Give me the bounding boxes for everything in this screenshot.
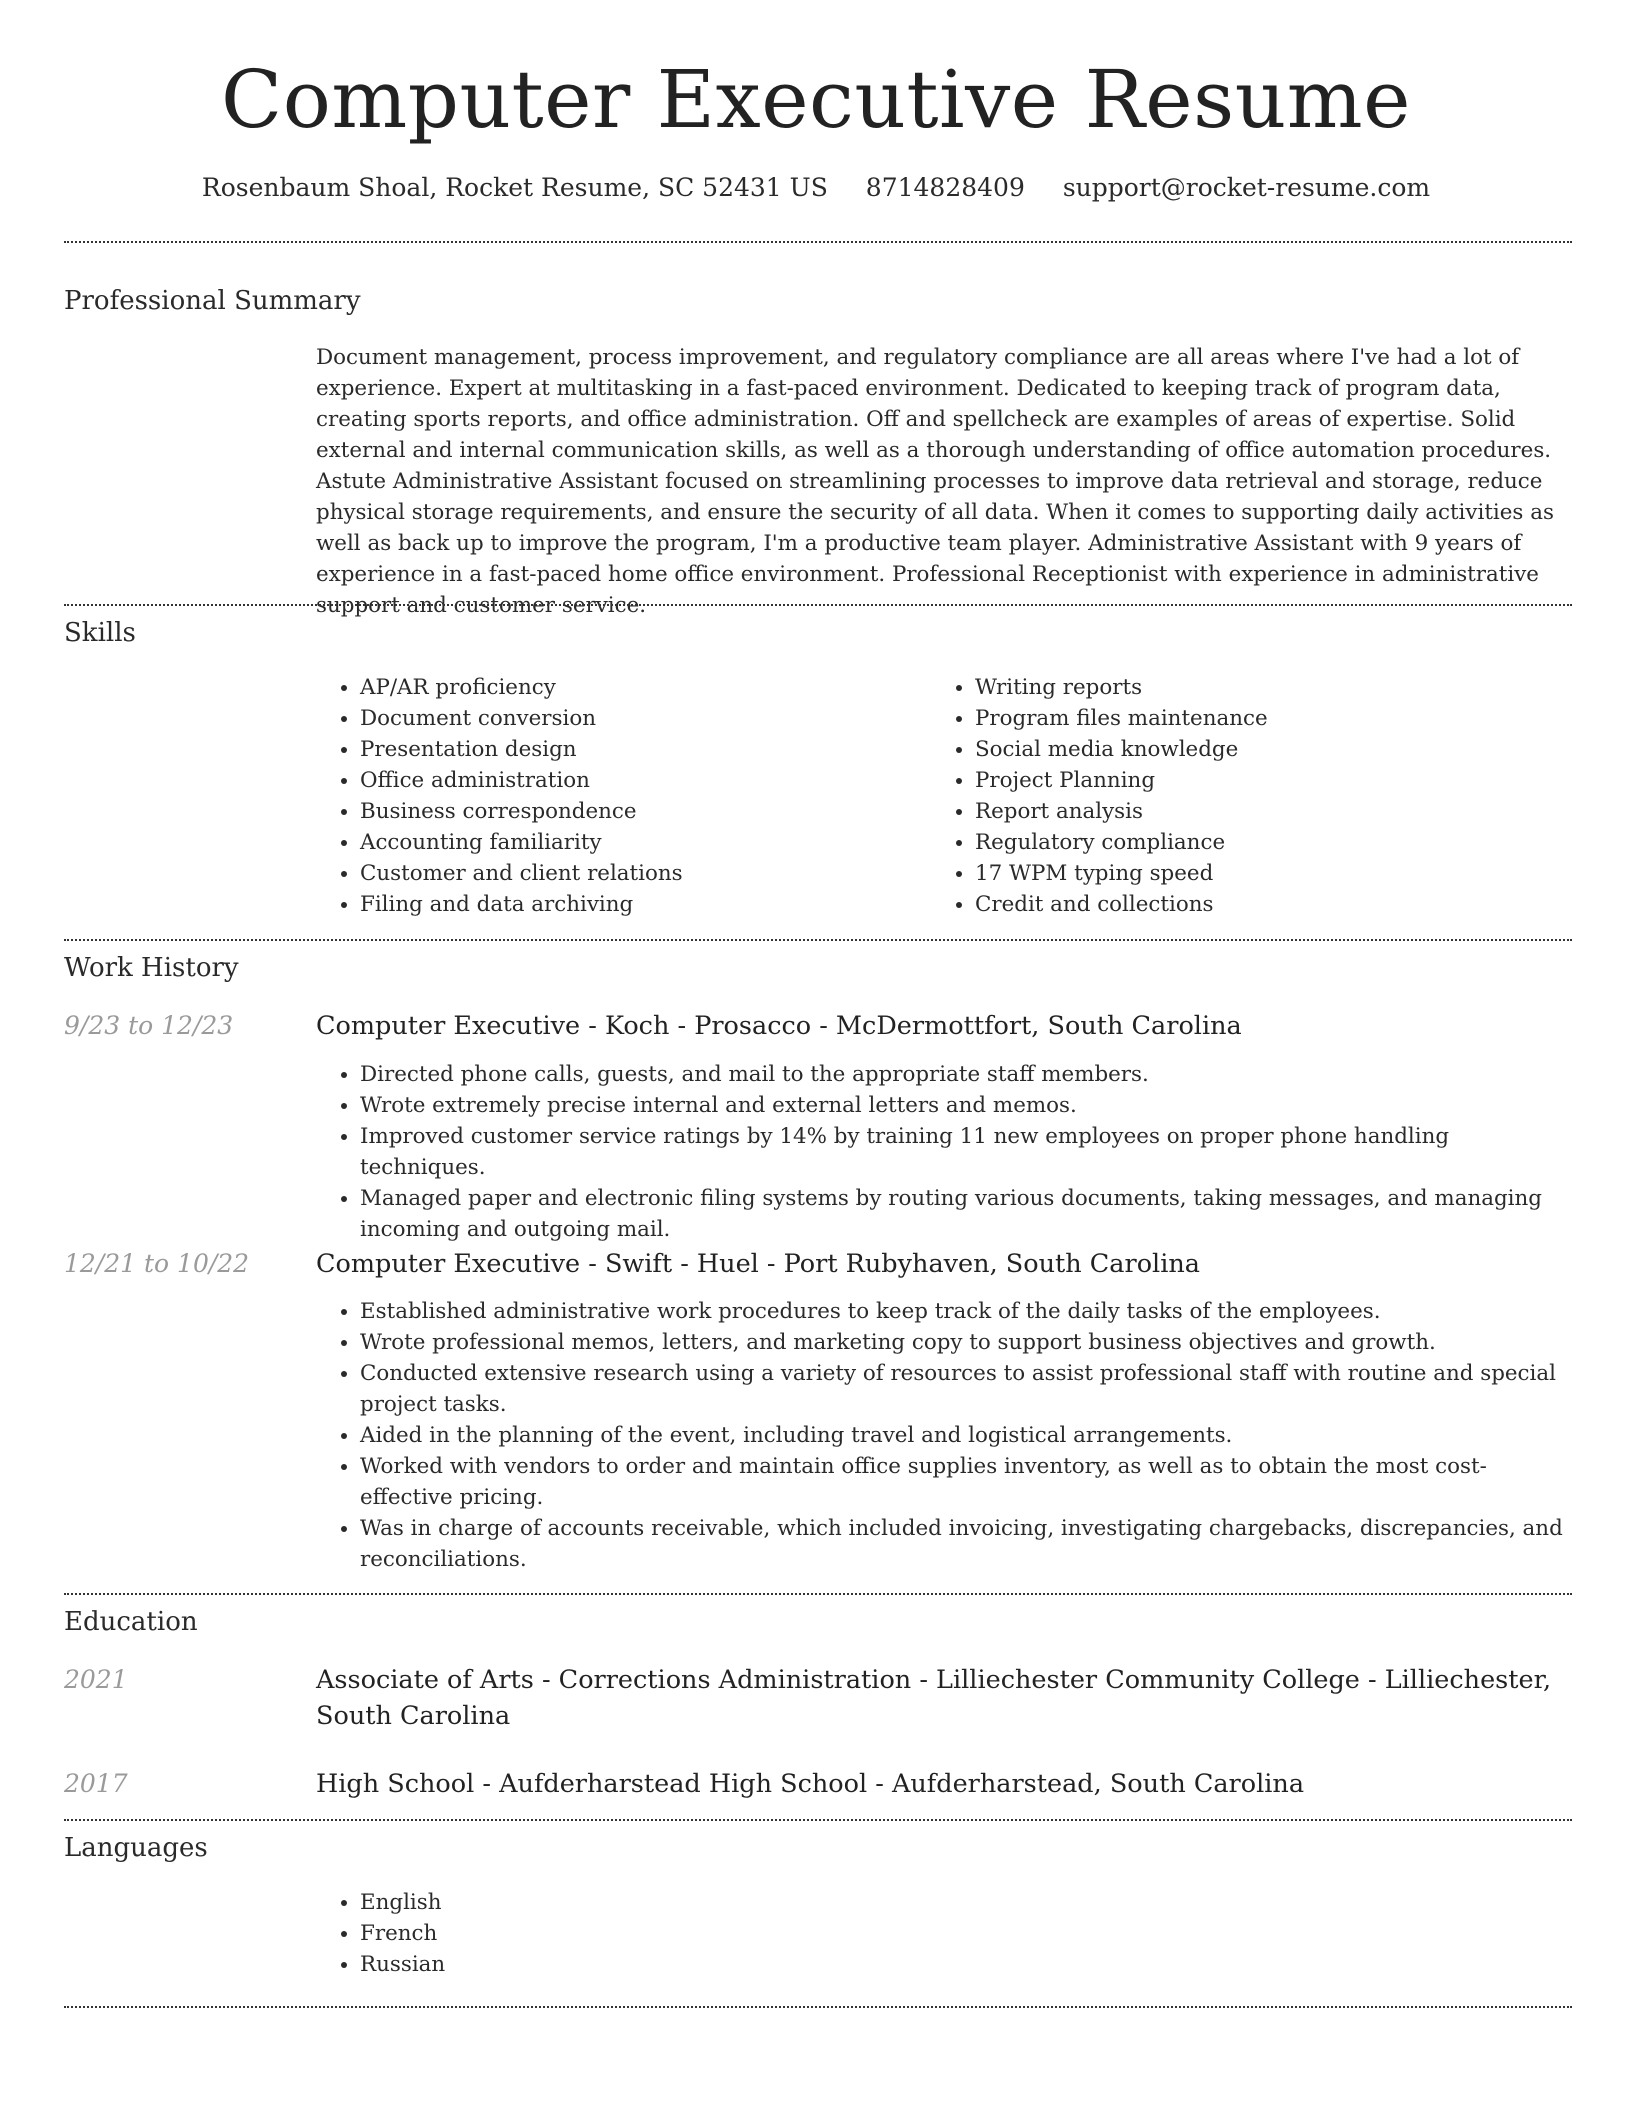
job-bullet: • Aided in the planning of the event, including travel and logistical arrangements. bbox=[360, 1420, 1576, 1451]
skill-item: • Regulatory compliance bbox=[975, 827, 1491, 858]
skill-item: • Social media knowledge bbox=[975, 734, 1491, 765]
skill-item: • Business correspondence bbox=[360, 796, 876, 827]
skill-item: • Accounting familiarity bbox=[360, 827, 876, 858]
skill-item: • Document conversion bbox=[360, 703, 876, 734]
skill-item: • AP/AR proficiency bbox=[360, 672, 876, 703]
education-details: - Lilliechester Community College - Lilliechester, South Carolina bbox=[316, 1665, 1552, 1731]
job-bullets bbox=[316, 1059, 1576, 1245]
section-divider bbox=[64, 939, 1572, 941]
job-bullet: • Established administrative work procedures to keep track of the daily tasks of the employees. bbox=[360, 1296, 1576, 1327]
page-title: Computer Executive Resume bbox=[221, 53, 1411, 146]
section-divider bbox=[64, 241, 1572, 243]
job-bullet: • Wrote extremely precise internal and external letters and memos. bbox=[360, 1090, 1576, 1121]
skill-item: • Filing and data archiving bbox=[360, 889, 876, 920]
language-item: • French bbox=[360, 1918, 1576, 1949]
education-entry bbox=[316, 1662, 1576, 1734]
section-divider bbox=[64, 2006, 1572, 2008]
education-degree: Associate of Arts - Corrections Administration bbox=[316, 1665, 912, 1695]
skill-item: • Writing reports bbox=[975, 672, 1491, 703]
contact-address: Rosenbaum Shoal, Rocket Resume, SC 52431 US bbox=[201, 173, 828, 202]
education-entry bbox=[316, 1766, 1576, 1802]
education-heading: Education bbox=[64, 1607, 198, 1637]
contact-email: support@rocket-resume.com bbox=[1062, 173, 1431, 202]
job-details: - Swift - Huel - Port Rubyhaven, South Carolina bbox=[580, 1249, 1200, 1279]
job-bullet: • Directed phone calls, guests, and mail to the appropriate staff members. bbox=[360, 1059, 1576, 1090]
job-details: - Koch - Prosacco - McDermottfort, South Carolina bbox=[580, 1011, 1242, 1041]
section-divider bbox=[64, 1819, 1572, 1821]
section-divider bbox=[64, 604, 1572, 606]
job-title: Computer Executive bbox=[316, 1011, 581, 1041]
education-degree: High School bbox=[316, 1769, 475, 1799]
job-bullets bbox=[316, 1296, 1576, 1575]
job-bullet: • Wrote professional memos, letters, and marketing copy to support business objectives and growth. bbox=[360, 1327, 1576, 1358]
education-details: - Aufderharstead High School - Aufderharstead, South Carolina bbox=[474, 1769, 1305, 1799]
job-bullet: • Managed paper and electronic filing systems by routing various documents, taking messages, and managing incoming and outgoing mail. bbox=[360, 1183, 1576, 1245]
skill-item: • Project Planning bbox=[975, 765, 1491, 796]
contact-phone: 8714828409 bbox=[865, 173, 1025, 202]
job-title: Computer Executive bbox=[316, 1249, 581, 1279]
job-bullet: • Improved customer service ratings by 14% by training 11 new employees on proper phone handling techniques. bbox=[360, 1121, 1576, 1183]
summary-text: Document management, process improvement, and regulatory compliance are all areas where I've had a lot of experience. Expert at multitasking in a fast-paced environment. Dedicated to keeping track of program data, creating sports reports, and office administration. Off and spellcheck are examples of areas of expertise. Solid external and internal communication skills, as well as a thorough understanding of office automation procedures. Astute Administrative Assistant focused on streamlining processes to improve data retrieval and storage, reduce physical storage requirements, and ensure the security of all data. When it comes to supporting daily activities as well as back up to improve the program, I'm a productive team player. Administrative Assistant with 9 years of experience in a fast-paced home office environment. Professional Receptionist with experience in administrative support and customer service. bbox=[316, 345, 1554, 618]
languages-heading: Languages bbox=[64, 1833, 208, 1863]
job-title-line bbox=[316, 1246, 1576, 1282]
skill-item: • Report analysis bbox=[975, 796, 1491, 827]
skills-list-right bbox=[931, 672, 1491, 920]
job-title-line bbox=[316, 1008, 1576, 1044]
languages-list bbox=[316, 1887, 1576, 1980]
job-dates: 12/21 to 10/22 bbox=[64, 1249, 250, 1278]
skill-item: • Office administration bbox=[360, 765, 876, 796]
job-bullet: • Worked with vendors to order and maintain office supplies inventory, as well as to obtain the most cost-effective pricing. bbox=[360, 1451, 1576, 1513]
summary-heading: Professional Summary bbox=[64, 286, 361, 316]
skill-item: • Program files maintenance bbox=[975, 703, 1491, 734]
skill-item: • Credit and collections bbox=[975, 889, 1491, 920]
contact-line bbox=[0, 170, 1632, 206]
language-item: • English bbox=[360, 1887, 1576, 1918]
education-year: 2021 bbox=[64, 1665, 128, 1694]
skills-heading: Skills bbox=[64, 618, 136, 648]
job-dates: 9/23 to 12/23 bbox=[64, 1011, 234, 1040]
skill-item: • 17 WPM typing speed bbox=[975, 858, 1491, 889]
job-bullet: • Conducted extensive research using a variety of resources to assist professional staff with routine and special project tasks. bbox=[360, 1358, 1576, 1420]
section-divider bbox=[64, 1593, 1572, 1595]
work-heading: Work History bbox=[64, 953, 239, 983]
education-year: 2017 bbox=[64, 1769, 128, 1798]
skill-item: • Customer and client relations bbox=[360, 858, 876, 889]
job-bullet: • Was in charge of accounts receivable, which included invoicing, investigating chargebacks, discrepancies, and reconciliations. bbox=[360, 1513, 1576, 1575]
skills-list-left bbox=[316, 672, 876, 920]
skill-item: • Presentation design bbox=[360, 734, 876, 765]
language-item: • Russian bbox=[360, 1949, 1576, 1980]
